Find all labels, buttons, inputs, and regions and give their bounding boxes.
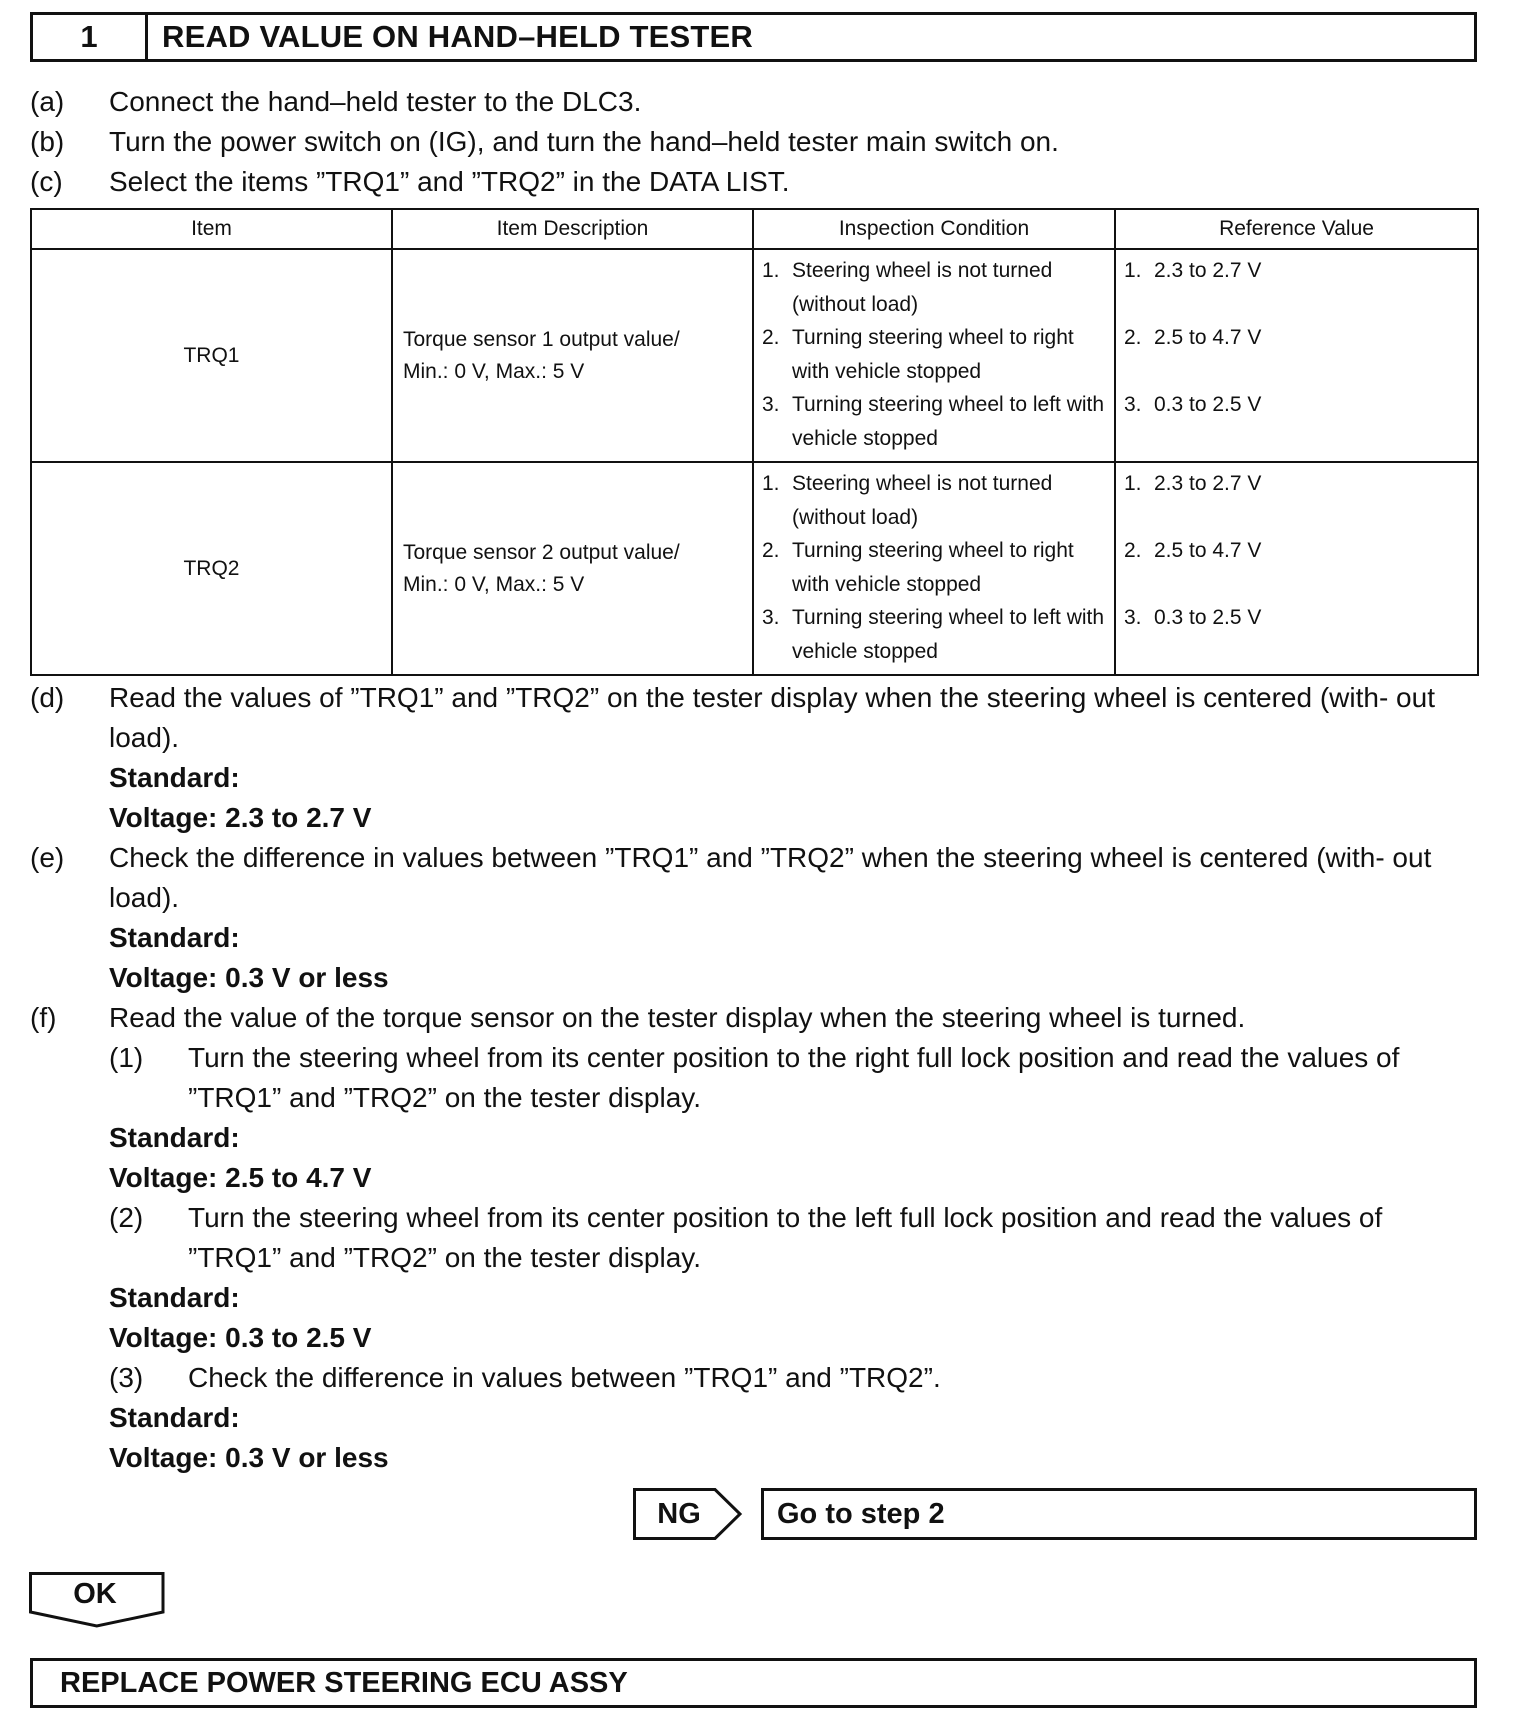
table-header-row bbox=[31, 209, 1478, 249]
step-d bbox=[30, 678, 1477, 758]
reference-num: 3. bbox=[1124, 393, 1142, 416]
ng-branch bbox=[30, 1488, 1477, 1540]
reference-item bbox=[1124, 467, 1469, 534]
reference-cell bbox=[1115, 462, 1478, 675]
step-a bbox=[30, 82, 1477, 122]
table-row bbox=[31, 249, 1478, 462]
step-text: Connect the hand–held tester to the DLC3. bbox=[109, 86, 642, 117]
step-header bbox=[30, 12, 1477, 62]
step-label: (b) bbox=[30, 126, 65, 157]
step-title: READ VALUE ON HAND–HELD TESTER bbox=[162, 19, 754, 54]
reference-item bbox=[1124, 388, 1469, 455]
step-text: Turn the power switch on (IG), and turn the hand–held tester main switch on. bbox=[109, 126, 1059, 157]
procedure-page bbox=[30, 12, 1477, 1540]
condition-text: Turning steering wheel to left with vehicle stopped bbox=[792, 606, 1105, 663]
table-row bbox=[31, 462, 1478, 675]
item-cell: TRQ1 bbox=[31, 249, 392, 462]
step-number: 1 bbox=[33, 15, 148, 59]
reference-num: 1. bbox=[1124, 259, 1142, 282]
condition-num: 3. bbox=[762, 606, 780, 629]
final-action-box: REPLACE POWER STEERING ECU ASSY bbox=[30, 1658, 1477, 1708]
reference-value: 2.5 to 4.7 V bbox=[1154, 326, 1262, 349]
standard-label: Standard: bbox=[109, 1122, 240, 1153]
reference-value: 2.5 to 4.7 V bbox=[1154, 539, 1262, 562]
step-c bbox=[30, 162, 1477, 202]
intro-steps bbox=[30, 82, 1477, 202]
header-inspection-condition: Inspection Condition bbox=[753, 209, 1115, 249]
condition-text: Steering wheel is not turned (without load) bbox=[792, 472, 1053, 529]
ok-indicator bbox=[29, 1572, 169, 1628]
substep-label: (2) bbox=[109, 1202, 144, 1233]
condition-text: Turning steering wheel to right with vehicle stopped bbox=[792, 539, 1074, 596]
condition-text: Turning steering wheel to right with vehicle stopped bbox=[792, 326, 1074, 383]
goto-step-box: Go to step 2 bbox=[761, 1488, 1477, 1540]
condition-item bbox=[762, 601, 1106, 668]
step-e bbox=[30, 838, 1477, 918]
condition-item bbox=[762, 321, 1106, 388]
standard-voltage: Voltage: 2.3 to 2.7 V bbox=[109, 802, 372, 833]
condition-cell bbox=[753, 249, 1115, 462]
reference-item bbox=[1124, 534, 1469, 601]
condition-num: 2. bbox=[762, 539, 780, 562]
substep-label: (3) bbox=[109, 1362, 144, 1393]
step-text: Check the difference in values between ”TRQ1” and ”TRQ2” when the steering wheel is centered (with- out load). bbox=[109, 842, 1432, 913]
reference-item bbox=[1124, 601, 1469, 668]
condition-num: 1. bbox=[762, 259, 780, 282]
condition-item bbox=[762, 467, 1106, 534]
condition-item bbox=[762, 254, 1106, 321]
ok-label: OK bbox=[73, 1577, 117, 1610]
standard-label: Standard: bbox=[109, 1402, 240, 1433]
reference-item bbox=[1124, 321, 1469, 388]
substep-2 bbox=[30, 1198, 1477, 1278]
standard-label: Standard: bbox=[109, 762, 240, 793]
substep-3 bbox=[30, 1358, 1477, 1398]
step-b bbox=[30, 122, 1477, 162]
description-line: Torque sensor 2 output value/ bbox=[403, 540, 680, 564]
step-text: Read the value of the torque sensor on the tester display when the steering wheel is turned. bbox=[109, 1002, 1246, 1033]
check-steps bbox=[30, 678, 1477, 1478]
ng-indicator bbox=[633, 1488, 743, 1540]
condition-text: Turning steering wheel to left with vehicle stopped bbox=[792, 393, 1105, 450]
step-label: (c) bbox=[30, 166, 63, 197]
condition-num: 1. bbox=[762, 472, 780, 495]
reference-item bbox=[1124, 254, 1469, 321]
header-item: Item bbox=[31, 209, 392, 249]
standard-voltage: Voltage: 2.5 to 4.7 V bbox=[109, 1162, 372, 1193]
reference-cell bbox=[1115, 249, 1478, 462]
condition-num: 2. bbox=[762, 326, 780, 349]
condition-cell bbox=[753, 462, 1115, 675]
substep-text: Turn the steering wheel from its center position to the right full lock position and read the values of ”TRQ1” and ”TRQ2” on the tester display. bbox=[188, 1042, 1400, 1113]
step-label: (f) bbox=[30, 1002, 57, 1033]
step-label: (d) bbox=[30, 682, 65, 713]
ng-label: NG bbox=[657, 1497, 701, 1530]
substep-1 bbox=[30, 1038, 1477, 1118]
reference-num: 2. bbox=[1124, 539, 1142, 562]
reference-num: 2. bbox=[1124, 326, 1142, 349]
reference-value: 2.3 to 2.7 V bbox=[1154, 472, 1262, 495]
description-line: Torque sensor 1 output value/ bbox=[403, 327, 680, 351]
condition-num: 3. bbox=[762, 393, 780, 416]
substep-label: (1) bbox=[109, 1042, 144, 1073]
reference-num: 3. bbox=[1124, 606, 1142, 629]
reference-value: 2.3 to 2.7 V bbox=[1154, 259, 1262, 282]
step-text: Select the items ”TRQ1” and ”TRQ2” in the DATA LIST. bbox=[109, 166, 790, 197]
condition-item bbox=[762, 388, 1106, 455]
header-reference-value: Reference Value bbox=[1115, 209, 1478, 249]
reference-value: 0.3 to 2.5 V bbox=[1154, 393, 1262, 416]
condition-text: Steering wheel is not turned (without load) bbox=[792, 259, 1053, 316]
standard-voltage: Voltage: 0.3 V or less bbox=[109, 962, 389, 993]
substep-text: Check the difference in values between ”TRQ1” and ”TRQ2”. bbox=[188, 1362, 941, 1393]
step-text: Read the values of ”TRQ1” and ”TRQ2” on the tester display when the steering wheel is centered (with- out load). bbox=[109, 682, 1435, 753]
description-line: Min.: 0 V, Max.: 5 V bbox=[403, 572, 585, 596]
description-cell bbox=[392, 462, 753, 675]
item-cell: TRQ2 bbox=[31, 462, 392, 675]
step-f bbox=[30, 998, 1477, 1038]
reference-num: 1. bbox=[1124, 472, 1142, 495]
standard-voltage: Voltage: 0.3 V or less bbox=[109, 1442, 389, 1473]
data-list-table bbox=[30, 208, 1479, 676]
standard-voltage: Voltage: 0.3 to 2.5 V bbox=[109, 1322, 372, 1353]
substep-text: Turn the steering wheel from its center position to the left full lock position and read the values of ”TRQ1” and ”TRQ2” on the tester display. bbox=[188, 1202, 1383, 1273]
standard-label: Standard: bbox=[109, 922, 240, 953]
reference-value: 0.3 to 2.5 V bbox=[1154, 606, 1262, 629]
condition-item bbox=[762, 534, 1106, 601]
step-label: (a) bbox=[30, 86, 65, 117]
step-label: (e) bbox=[30, 842, 65, 873]
description-cell bbox=[392, 249, 753, 462]
description-line: Min.: 0 V, Max.: 5 V bbox=[403, 359, 585, 383]
standard-label: Standard: bbox=[109, 1282, 240, 1313]
header-item-description: Item Description bbox=[392, 209, 753, 249]
